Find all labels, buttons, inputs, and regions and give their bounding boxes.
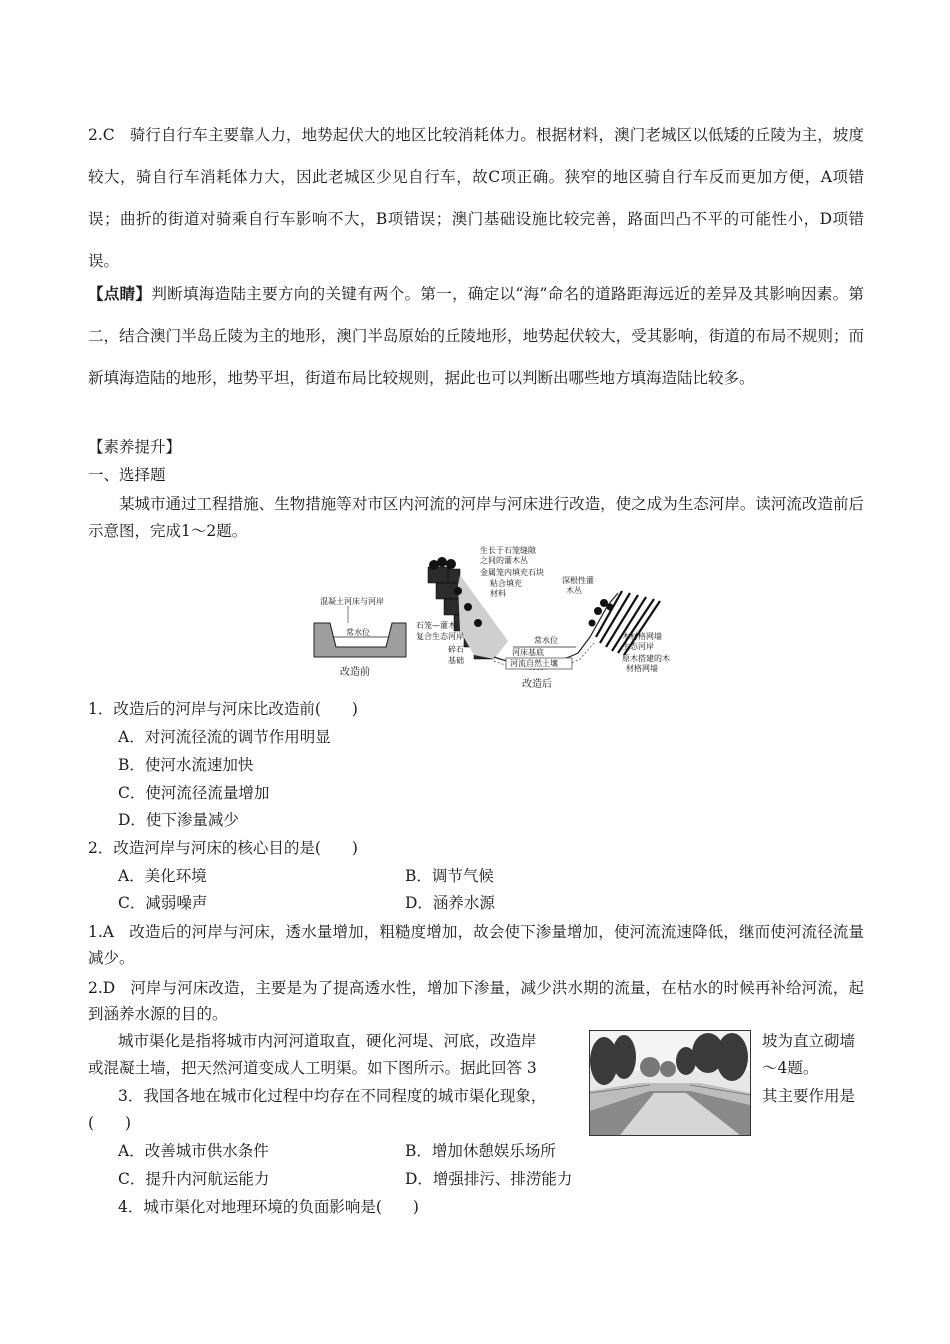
label-deep-root-2: 木丛 [566, 586, 582, 595]
answer-2d-paragraph [88, 975, 864, 1027]
q3-option-c: C．提升内河航运能力 [118, 1170, 270, 1188]
intro-2-line1-left: 城市渠化是指将城市内河河道取直，硬化河堤、河底，改造岸 [118, 1032, 537, 1050]
after-caption: 改造后 [522, 679, 552, 690]
intro-2-line2-right: ～4题。 [762, 1059, 819, 1077]
after-label-water: 常水位 [534, 636, 558, 645]
answer-1a-text: 改造后的河岸与河床，透水量增加，粗糙度增加，故会使下渗量增加，使河流流速降低，继而使河流径流量减少。 [88, 923, 864, 967]
label-filler-1: 金属笼内填充石块 [480, 568, 544, 577]
label-gabion-2: 复合生态河岸 [416, 632, 464, 641]
section-title: 【素养提升】 [88, 438, 182, 456]
q2-option-d: D．涵养水源 [405, 894, 495, 912]
label-bed-base: 河床基底 [512, 648, 544, 657]
label-gabion-1: 石笼—灌木 [416, 621, 456, 630]
intro-2-line2-left: 或混凝土墙，把天然河道变成人工明渠。如下图所示。据此回答 3 [88, 1059, 537, 1077]
label-gravel-1: 碎石 [448, 645, 464, 654]
dianjing-text: 判断填海造陆主要方向的关键有两个。第一，确定以“海”命名的道路距海远近的差异及其影响因素。第二，结合澳门半岛丘陵为主的地形，澳门半岛原始的丘陵地形，地势起伏较大，受其影响，街道的布局不规则；而新填海造陆的地形，地势平坦，街道布局比较规则，据此也可以判断出哪些地方填海造陆比较多。 [88, 285, 864, 387]
label-filler-2: 粘合填充 [490, 579, 522, 588]
after-diagram [416, 545, 670, 690]
intro-2-line1-right: 坡为直立砌墙 [762, 1032, 856, 1050]
q1-stem: 1．改造后的河岸与河床比改造前( ) [88, 700, 358, 718]
q3-option-a: A．改善城市供水条件 [118, 1142, 269, 1160]
river-renovation-diagram [308, 545, 680, 695]
q4-stem: 4．城市渠化对地理环境的负面影响是( ) [118, 1198, 419, 1216]
label-shrubs-2: 之间的灌木丛 [480, 556, 528, 565]
label-filler-3: 材料 [490, 589, 506, 598]
q2-stem: 2．改造河岸与河床的核心目的是( ) [88, 839, 358, 857]
q1-option-a: A．对河流径流的调节作用明显 [118, 728, 331, 746]
label-timber-1: 木材格网墙 [622, 632, 662, 641]
intro-paragraph-1: 某城市通过工程措施、生物措施等对市区内河流的河岸与河床进行改造，使之成为生态河岸。读河流改造前后示意图，完成1～2题。 [88, 495, 864, 540]
q2-option-a: A．美化环境 [118, 867, 207, 885]
answer-1a-label: 1.A [88, 923, 114, 941]
label-shrubs-1: 生长于石笼缝隙 [480, 546, 536, 555]
q2-option-c: C．减弱噪声 [118, 894, 208, 912]
q2-option-b: B．调节气候 [405, 867, 494, 885]
answer-2c-label: 2.C [88, 126, 115, 144]
label-deep-root-1: 深根性灌 [562, 576, 594, 585]
dianjing-label: 【点睛】 [88, 284, 152, 303]
before-label-concrete: 混凝土河床与河岸 [320, 597, 384, 606]
canal-photo [589, 1030, 751, 1136]
answer-2d-text: 河岸与河床改造，主要是为了提高透水性，增加下渗量，减少洪水期的流量，在枯水的时候再补给河流，起到涵养水源的目的。 [88, 979, 864, 1023]
q3-stem-right: 其主要作用是 [762, 1087, 856, 1105]
label-log-1: 原木搭建的木 [622, 654, 670, 663]
q3-option-d: D．增强排污、排涝能力 [405, 1170, 573, 1188]
label-log-2: 材格网墙 [626, 664, 658, 673]
answer-2c-paragraph [88, 114, 864, 282]
label-timber-2: 生态河岸 [622, 642, 654, 651]
answer-2c-text: 骑行自行车主要靠人力，地势起伏大的地区比较消耗体力。根据材料，澳门老城区以低矮的丘陵为主，坡度较大，骑自行车消耗体力大，因此老城区少见自行车，故C项正确。狭窄的地区骑自行车反而更加方便，A项错误；曲折的街道对骑乘自行车影响不大，B项错误；澳门基础设施比较完善，路面凹凸不平的可能性小，D项错误。 [88, 126, 864, 270]
dianjing-paragraph [88, 273, 864, 399]
q3-stem-tail: ( ) [88, 1114, 132, 1132]
answer-2d-label: 2.D [88, 979, 116, 997]
before-label-water: 常水位 [346, 628, 370, 637]
q1-option-b: B．使河水流速加快 [118, 756, 254, 774]
q3-option-b: B．增加休憩娱乐场所 [405, 1142, 556, 1160]
q3-stem-left: 3．我国各地在城市化过程中均存在不同程度的城市渠化现象， [118, 1087, 547, 1105]
section-heading-choice: 一、选择题 [88, 466, 166, 484]
before-diagram [314, 596, 406, 678]
q1-option-d: D．使下渗量减少 [118, 811, 239, 829]
label-soil: 河流自然土壤 [510, 659, 558, 668]
before-caption: 改造前 [340, 667, 370, 678]
answer-1a-paragraph [88, 919, 864, 971]
q1-option-c: C．使河流径流量增加 [118, 784, 270, 802]
label-gravel-2: 基础 [448, 656, 464, 665]
